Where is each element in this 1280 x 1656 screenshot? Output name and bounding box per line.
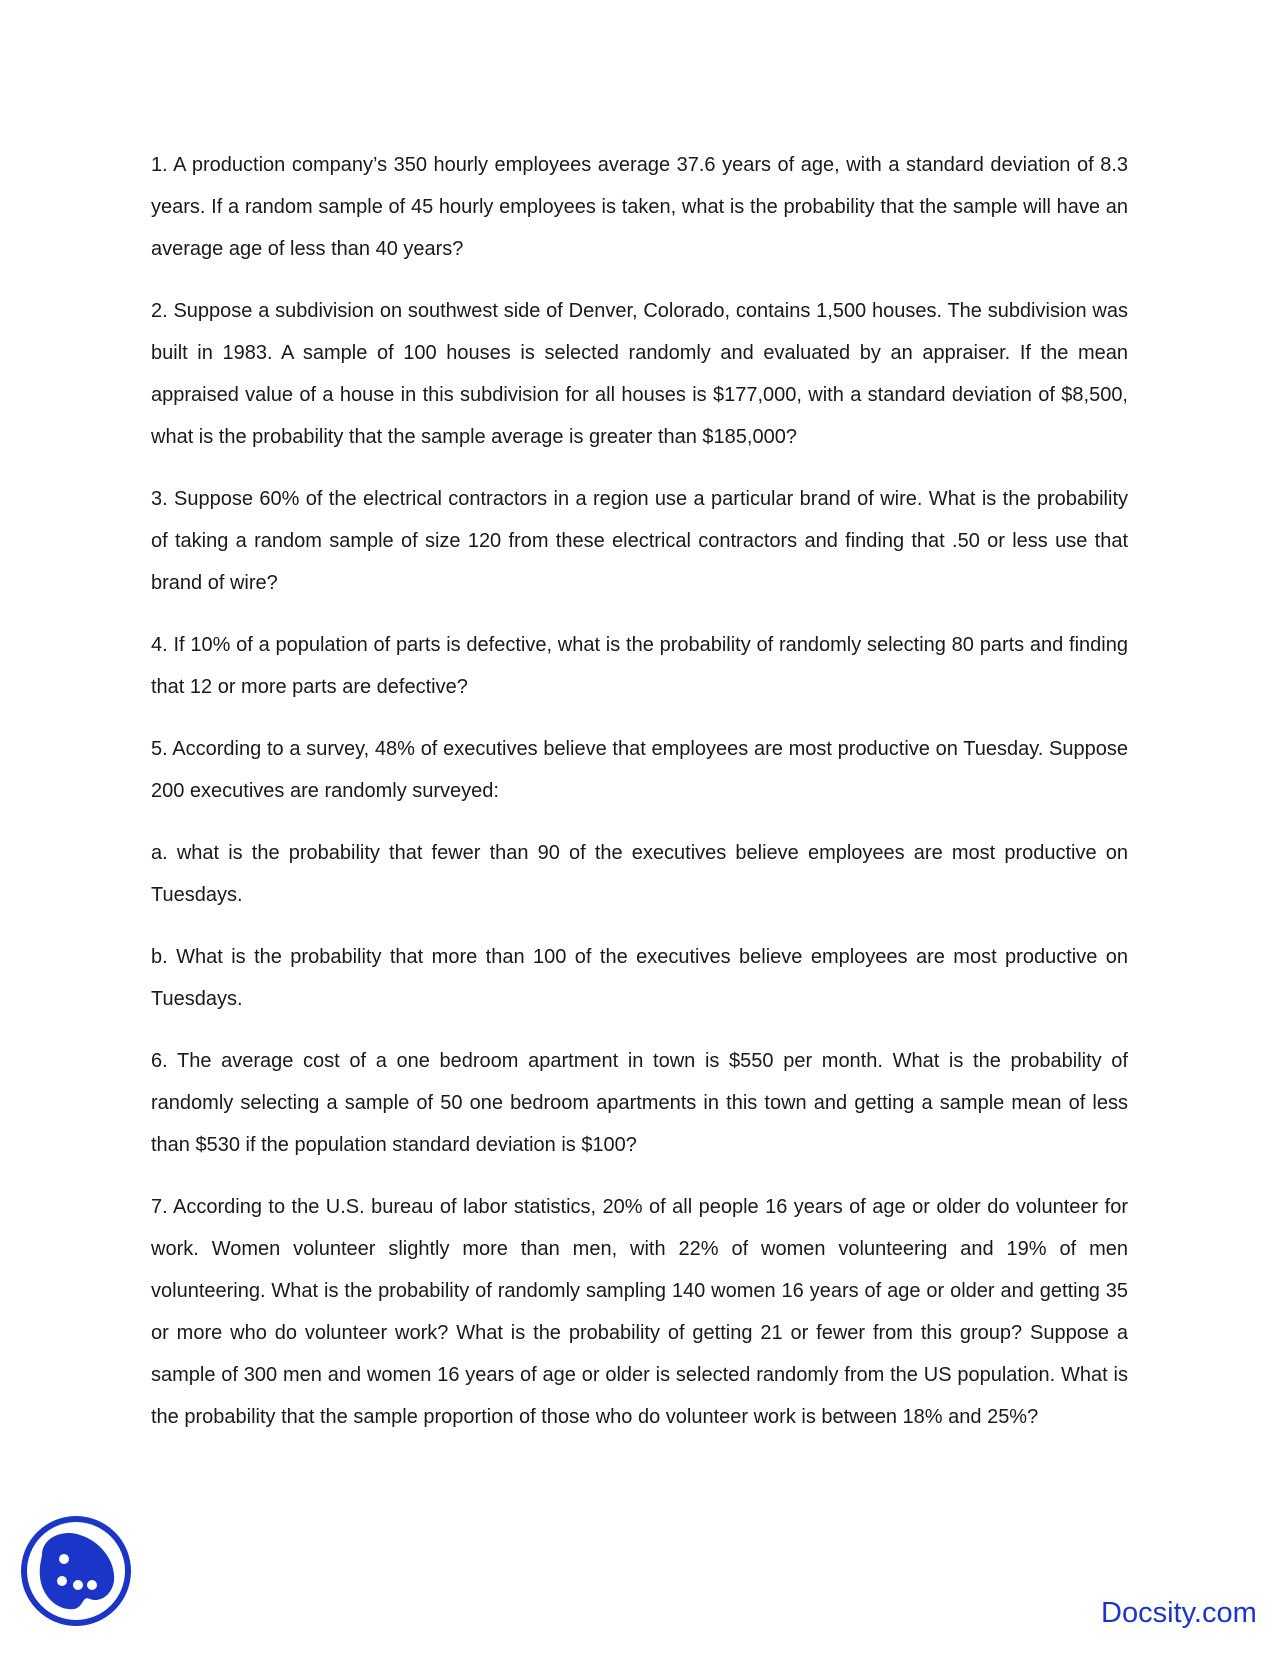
question-6: 6. The average cost of a one bedroom apartment in town is $550 per month. What is the probability of randomly selecting a sample of 50 one bedroom apartments in this town and getting a sample mean of less than $530 if the population standard deviation is $100? [151, 1050, 1128, 1156]
question-1: 1. A production company’s 350 hourly employees average 37.6 years of age, with a standard deviation of 8.3 years. If a random sample of 45 hourly employees is taken, what is the probability that the sample will have an average age of less than 40 years? [151, 154, 1128, 260]
question-3: 3. Suppose 60% of the electrical contractors in a region use a particular brand of wire. What is the probability of taking a random sample of size 120 from these electrical contractors and finding that .50 or less use that brand of wire? [151, 488, 1128, 594]
question-5a: a. what is the probability that fewer than 90 of the executives believe employees are most productive on Tuesdays. [151, 842, 1128, 906]
question-2: 2. Suppose a subdivision on southwest side of Denver, Colorado, contains 1,500 houses. The subdivision was built in 1983. A sample of 100 houses is selected randomly and evaluated by an appraiser. If the mean appraised value of a house in this subdivision for all houses is $177,000, with a standard deviation of $8,500, what is the probability that the sample average is greater than $185,000? [151, 300, 1128, 448]
docsity-logo-icon [20, 1515, 132, 1627]
docsity-brand-link[interactable]: Docsity.com [1101, 1597, 1257, 1629]
question-list [151, 144, 1128, 1458]
question-5b: b. What is the probability that more than 100 of the executives believe employees are most productive on Tuesdays. [151, 946, 1128, 1010]
question-5: 5. According to a survey, 48% of executives believe that employees are most productive on Tuesday. Suppose 200 executives are randomly surveyed: [151, 738, 1128, 802]
question-4: 4. If 10% of a population of parts is defective, what is the probability of randomly selecting 80 parts and finding that 12 or more parts are defective? [151, 634, 1128, 698]
question-7: 7. According to the U.S. bureau of labor statistics, 20% of all people 16 years of age or older do volunteer for work. Women volunteer slightly more than men, with 22% of women volunteering and 19% of men volunteering. What is the probability of randomly sampling 140 women 16 years of age or older and getting 35 or more who do volunteer work? What is the probability of getting 21 or fewer from this group? Suppose a sample of 300 men and women 16 years of age or older is selected randomly from the US population. What is the probability that the sample proportion of those who do volunteer work is between 18% and 25%? [151, 1196, 1128, 1428]
